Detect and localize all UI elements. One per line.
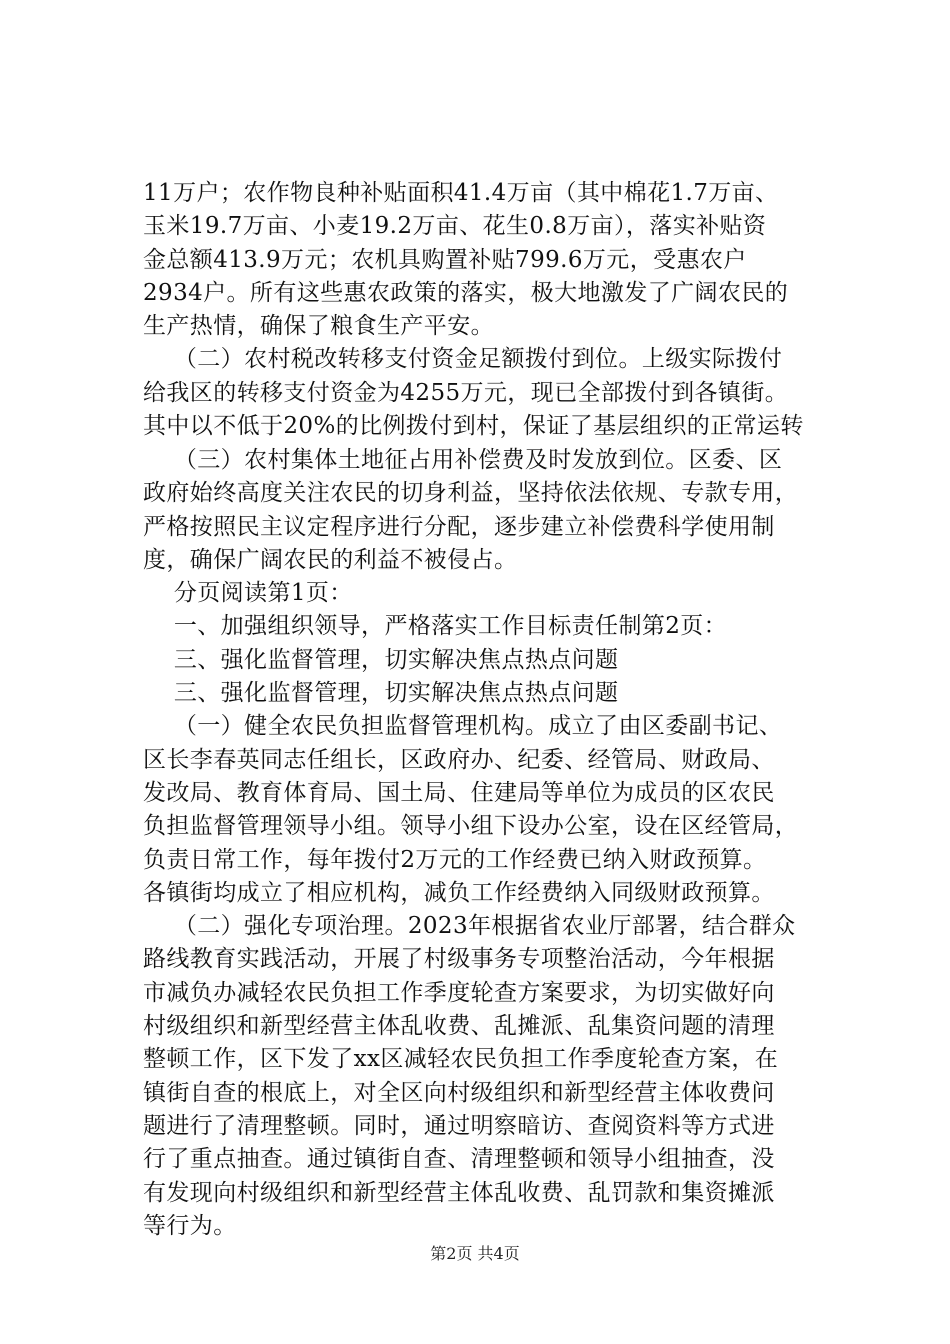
page-footer <box>0 1244 950 1264</box>
text-line: 镇街自查的根底上，对全区向村级组织和新型经营主体收费问 <box>143 1079 775 1106</box>
text-line: 其中以不低于20%的比例拨付到村，保证了基层组织的正常运转 <box>143 413 804 440</box>
text-line: 行了重点抽查。通过镇街自查、清理整顿和领导小组抽查，没 <box>143 1146 775 1173</box>
text-line: 负担监督管理领导小组。领导小组下设办公室，设在区经管局， <box>143 813 799 840</box>
text-line: 等行为。 <box>143 1212 237 1239</box>
text-line: 整顿工作，区下发了xx区减轻农民负担工作季度轮查方案，在 <box>143 1046 779 1073</box>
section-heading: 三、强化监督管理，切实解决焦点热点问题 <box>143 646 619 673</box>
text-line: 度，确保广阔农民的利益不被侵占。 <box>143 546 518 573</box>
text-line: （一）健全农民负担监督管理机构。成立了由区委副书记、 <box>143 713 783 740</box>
body-text-section-upper <box>143 177 833 443</box>
text-line: 村级组织和新型经营主体乱收费、乱摊派、乱集资问题的清理 <box>143 1013 775 1040</box>
text-line: 严格按照民主议定程序进行分配，逐步建立补偿费科学使用制 <box>143 513 775 540</box>
text-line: （二）强化专项治理。2023年根据省农业厅部署，结合群众 <box>143 913 796 940</box>
text-line: 发改局、教育体育局、国土局、住建局等单位为成员的区农民 <box>143 779 775 806</box>
text-line: 路线教育实践活动，开展了村级事务专项整治活动，今年根据 <box>143 946 775 973</box>
text-line: 给我区的转移支付资金为4255万元，现已全部拨付到各镇街。 <box>143 379 789 406</box>
text-line: 2934户。所有这些惠农政策的落实，极大地激发了广阔农民的 <box>143 279 789 306</box>
section-heading: 三、强化监督管理，切实解决焦点热点问题 <box>143 680 619 707</box>
text-line: 各镇街均成立了相应机构，减负工作经费纳入同级财政预算。 <box>143 879 775 906</box>
text-line: 区长李春英同志任组长，区政府办、纪委、经管局、财政局、 <box>143 746 775 773</box>
text-line: 有发现向村级组织和新型经营主体乱收费、乱罚款和集资摊派 <box>143 1179 775 1206</box>
text-line: 玉米19.7万亩、小麦19.2万亩、花生0.8万亩），落实补贴资 <box>143 213 767 240</box>
body-text-section-lower <box>143 444 833 1243</box>
text-line: 金总额413.9万元；农机具购置补贴799.6万元，受惠农户 <box>143 246 747 273</box>
text-line: 市减负办减轻农民负担工作季度轮查方案要求，为切实做好向 <box>143 979 775 1006</box>
pagination-reading-line: 分页阅读第1页： <box>143 580 353 607</box>
page-number: 第2页 共4页 <box>430 1244 520 1263</box>
text-line: 题进行了清理整顿。同时，通过明察暗访、查阅资料等方式进 <box>143 1112 775 1139</box>
text-line: 生产热情，确保了粮食生产平安。 <box>143 313 494 340</box>
text-line: 11万户；农作物良种补贴面积41.4万亩（其中棉花1.7万亩、 <box>143 180 779 206</box>
text-line: 政府始终高度关注农民的切身利益，坚持依法依规、专款专用， <box>143 480 799 507</box>
text-line: （三）农村集体土地征占用补偿费及时发放到位。区委、区 <box>143 447 783 473</box>
text-line: （二）农村税改转移支付资金足额拨付到位。上级实际拨付 <box>143 346 783 373</box>
section-heading: 一、加强组织领导，严格落实工作目标责任制第2页： <box>143 613 728 640</box>
text-line: 负责日常工作，每年拨付2万元的工作经费已纳入财政预算。 <box>143 846 767 873</box>
